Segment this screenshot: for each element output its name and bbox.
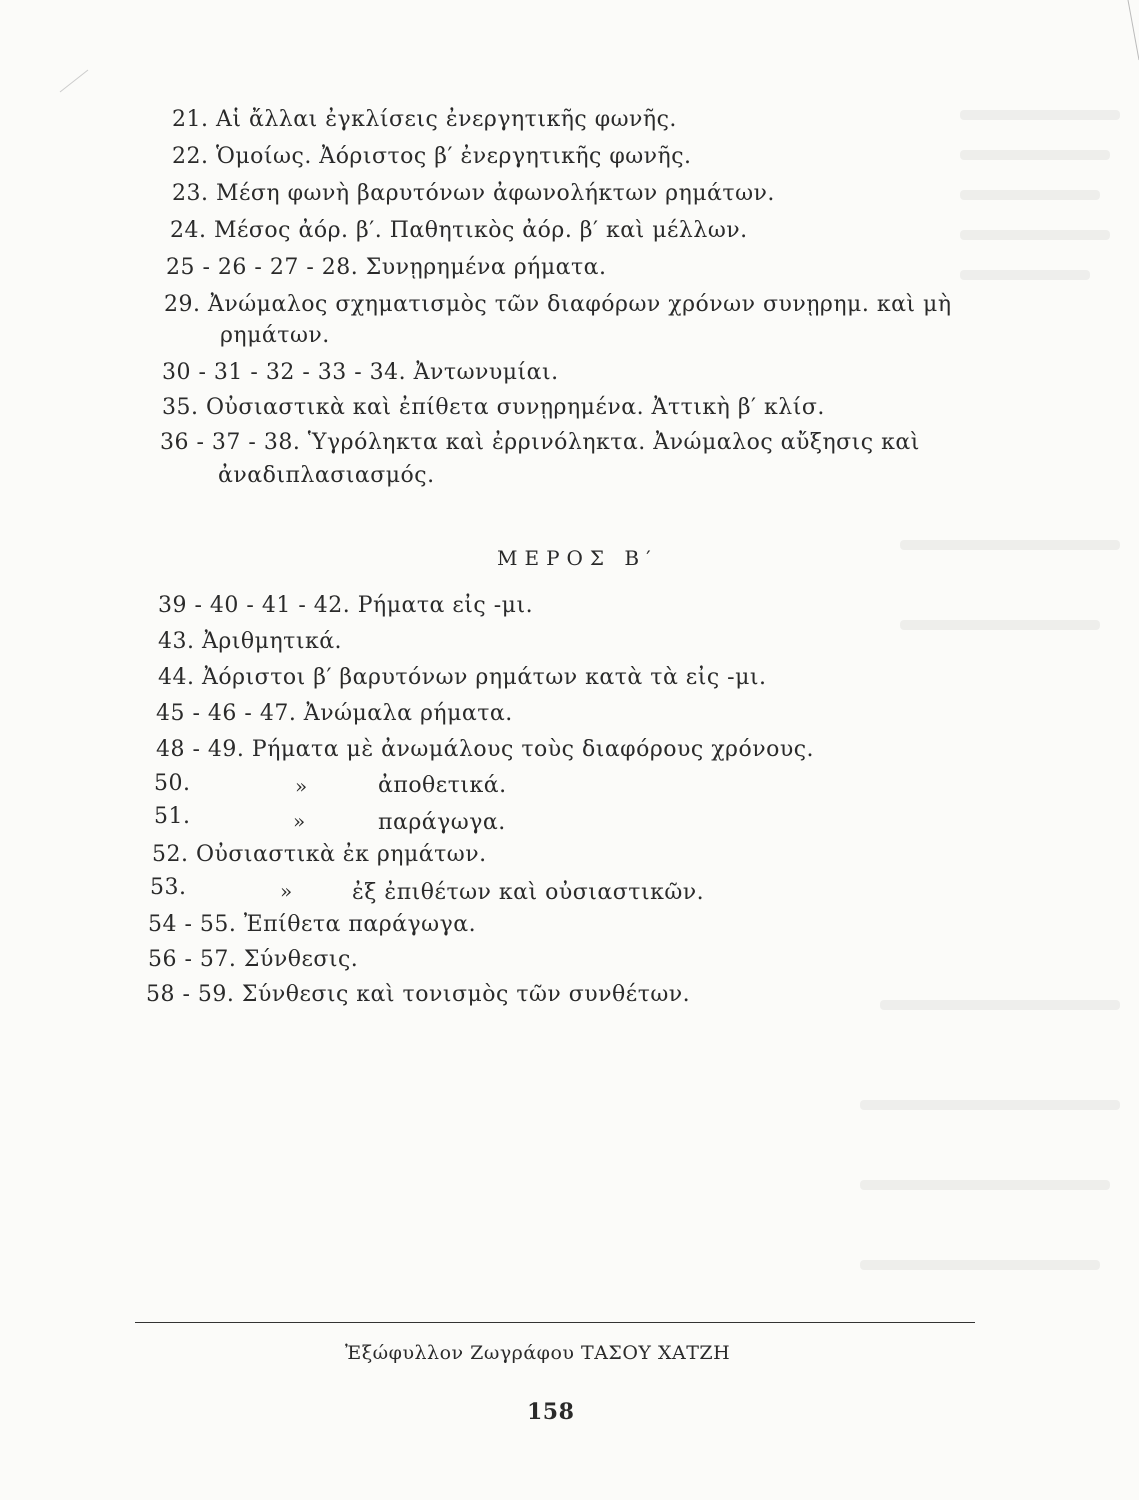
toc-line-50-text: ἀποθετικά.: [378, 773, 507, 798]
cover-credit: Ἐξώφυλλον Ζωγράφου ΤΑΣΟΥ ΧΑΤΖΗ: [345, 1342, 731, 1364]
toc-line-44: 44. Ἀόριστοι β′ βαρυτόνων ρημάτων κατὰ τὰ εἰς -μι.: [158, 665, 767, 690]
toc-line-21: 21. Αἱ ἄλλαι ἐγκλίσεις ἐνεργητικῆς φωνῆς.: [172, 107, 677, 132]
toc-line-50-number: 50.: [154, 771, 191, 796]
ditto-mark-51: »: [293, 809, 306, 833]
page-number: 158: [527, 1399, 575, 1425]
toc-line-22: 22. Ὁμοίως. Ἀόριστος β′ ἐνεργητικῆς φωνῆς.: [172, 144, 692, 169]
toc-line-23: 23. Μέση φωνὴ βαρυτόνων ἀφωνολήκτων ρημάτων.: [172, 181, 775, 206]
toc-line-25-28: 25 - 26 - 27 - 28. Συνῃρημένα ρήματα.: [166, 255, 607, 280]
toc-line-30-34: 30 - 31 - 32 - 33 - 34. Ἀντωνυμίαι.: [162, 360, 559, 385]
footer-rule: [135, 1322, 975, 1323]
toc-line-51-number: 51.: [154, 804, 191, 829]
ditto-mark-50: »: [295, 774, 308, 798]
toc-line-24: 24. Μέσος ἀόρ. β′. Παθητικὸς ἀόρ. β′ καὶ μέλλων.: [170, 218, 748, 243]
toc-line-54-55: 54 - 55. Ἐπίθετα παράγωγα.: [148, 912, 477, 937]
toc-line-36-38-cont: ἀναδιπλασιασμός.: [218, 463, 435, 488]
toc-line-58-59: 58 - 59. Σύνθεσις καὶ τονισμὸς τῶν συνθέτων.: [146, 982, 691, 1007]
toc-line-51-text: παράγωγα.: [378, 810, 506, 835]
toc-line-39-42: 39 - 40 - 41 - 42. Ρήματα εἰς -μι.: [158, 593, 534, 618]
toc-line-43: 43. Ἀριθμητικά.: [158, 629, 343, 654]
part-b-heading: ΜΕΡΟΣ Β′: [497, 546, 658, 570]
toc-line-36-38: 36 - 37 - 38. Ὑγρόληκτα καὶ ἐρρινόληκτα. Ἀνώμαλος αὔξησις καὶ: [160, 430, 920, 455]
toc-line-56-57: 56 - 57. Σύνθεσις.: [148, 947, 359, 972]
toc-line-45-47: 45 - 46 - 47. Ἀνώμαλα ρήματα.: [156, 701, 513, 726]
toc-line-29: 29. Ἀνώμαλος σχηματισμὸς τῶν διαφόρων χρόνων συνῃρημ. καὶ μὴ: [164, 292, 952, 317]
toc-line-29-cont: ρημάτων.: [220, 323, 330, 348]
toc-line-35: 35. Οὐσιαστικὰ καὶ ἐπίθετα συνῃρημένα. Ἀττικὴ β′ κλίσ.: [162, 395, 825, 420]
toc-line-53-number: 53.: [150, 875, 187, 900]
ditto-mark-53: »: [280, 879, 293, 903]
toc-line-52: 52. Οὐσιαστικὰ ἐκ ρημάτων.: [152, 842, 487, 867]
toc-line-48-49: 48 - 49. Ρήματα μὲ ἀνωμάλους τοὺς διαφόρους χρόνους.: [156, 737, 815, 762]
toc-line-53-text: ἐξ ἐπιθέτων καὶ οὐσιαστικῶν.: [352, 880, 705, 905]
